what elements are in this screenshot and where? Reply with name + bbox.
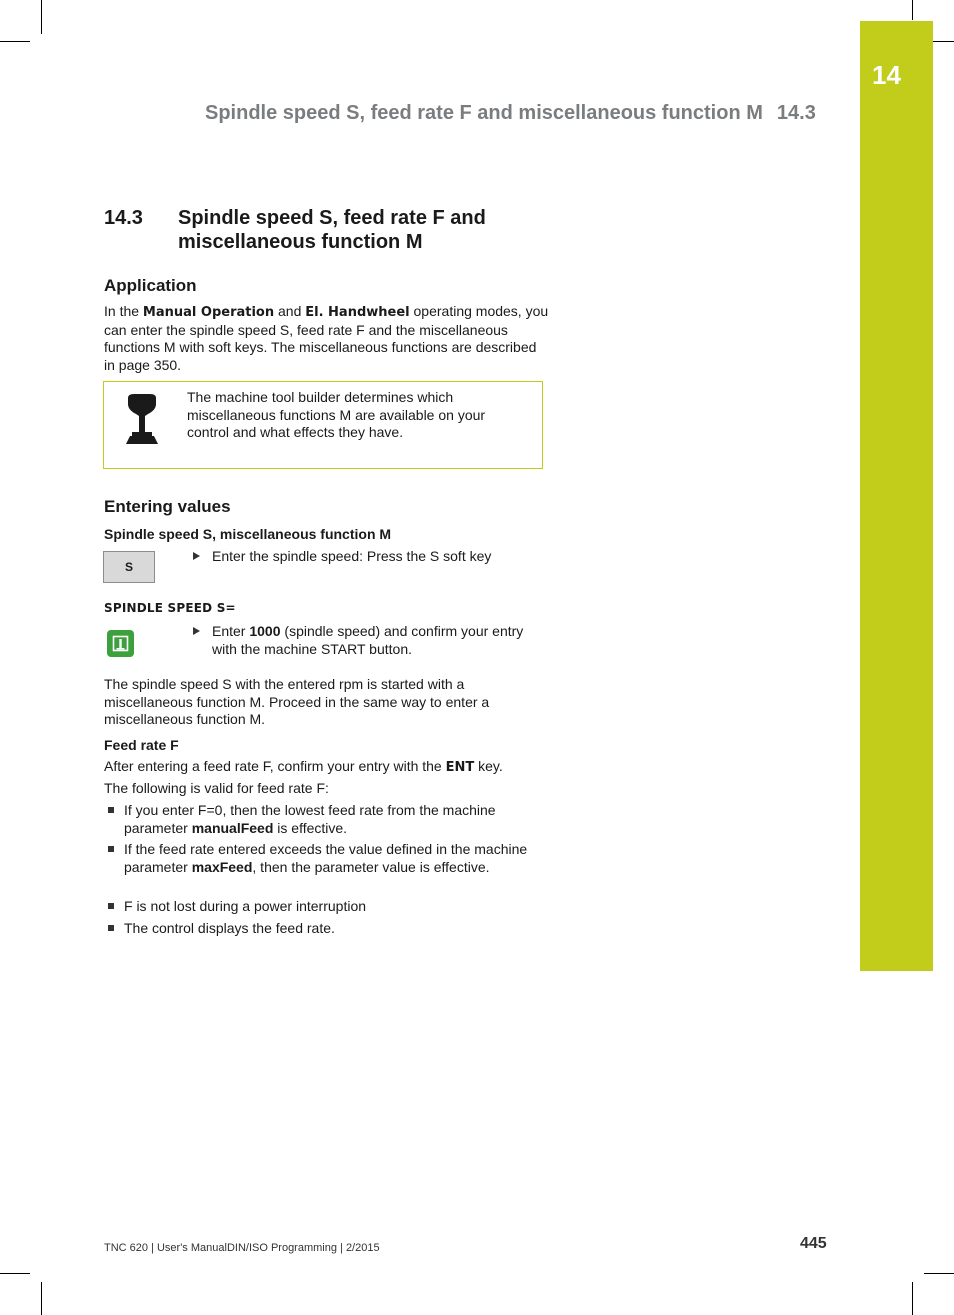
bullet-icon [108,925,114,931]
step-arrow-icon [193,552,200,560]
bullet-icon [108,807,114,813]
crop-mark [912,1282,913,1315]
application-paragraph: In the Manual Operation and El. Handwheel operating modes, you can enter the spindle speed S, feed rate F and the miscellaneous functions M with soft keys. The miscellaneous functions are described in page 350. [104,303,549,373]
chapter-tab-number: 14 [872,60,901,90]
chapter-tab [860,21,933,971]
section-number: 14.3 [104,207,143,229]
spindle-paragraph: The spindle speed S with the entered rpm is started with a miscellaneous function M. Proceed in the same way to enter a miscellaneous function M. [104,676,490,727]
section-title: Spindle speed S, feed rate F and miscellaneous function M [178,207,486,253]
crop-mark [924,1273,954,1274]
mode-el-handwheel: El. Handwheel [305,305,410,320]
step-arrow-icon [193,627,200,635]
start-icon [107,630,134,657]
s-softkey[interactable]: S [103,551,155,583]
running-head [205,102,816,125]
mode-manual-operation: Manual Operation [142,305,275,320]
running-head-title: Spindle speed S, feed rate F and miscellaneous function M [205,102,763,124]
crop-mark [0,1273,30,1274]
feed-rate-subheading: Feed rate F [104,737,179,753]
machine-start-button[interactable] [107,630,134,657]
note-divider [186,468,542,469]
spindle-subheading: Spindle speed S, miscellaneous function M [104,526,392,542]
running-head-number: 14.3 [776,102,816,124]
machine-tool-note-icon [122,394,162,446]
crop-mark [912,0,913,20]
dialog-label: SPINDLE SPEED S= [104,601,236,615]
bullet-icon [108,903,114,909]
note-box [103,381,543,469]
page-number: 445 [800,1235,827,1252]
application-heading: Application [104,276,197,295]
crop-mark [41,0,42,34]
note-text: The machine tool builder determines which miscellaneous functions M are available on your control and what effects they have. [187,389,486,440]
crop-mark [0,41,30,42]
entering-values-heading: Entering values [104,497,231,516]
bullet-icon [108,846,114,852]
feed-rate-paragraph-1: After entering a feed rate F, confirm your entry with the ENT key. [104,758,503,775]
feed-rate-paragraph-2: The following is valid for feed rate F: [104,780,329,796]
crop-mark [41,1282,42,1315]
ent-key: ENT [445,760,475,775]
spindle-value: 1000 [249,623,281,639]
footer-text: TNC 620 | User's ManualDIN/ISO Programming | 2/2015 [104,1242,380,1254]
